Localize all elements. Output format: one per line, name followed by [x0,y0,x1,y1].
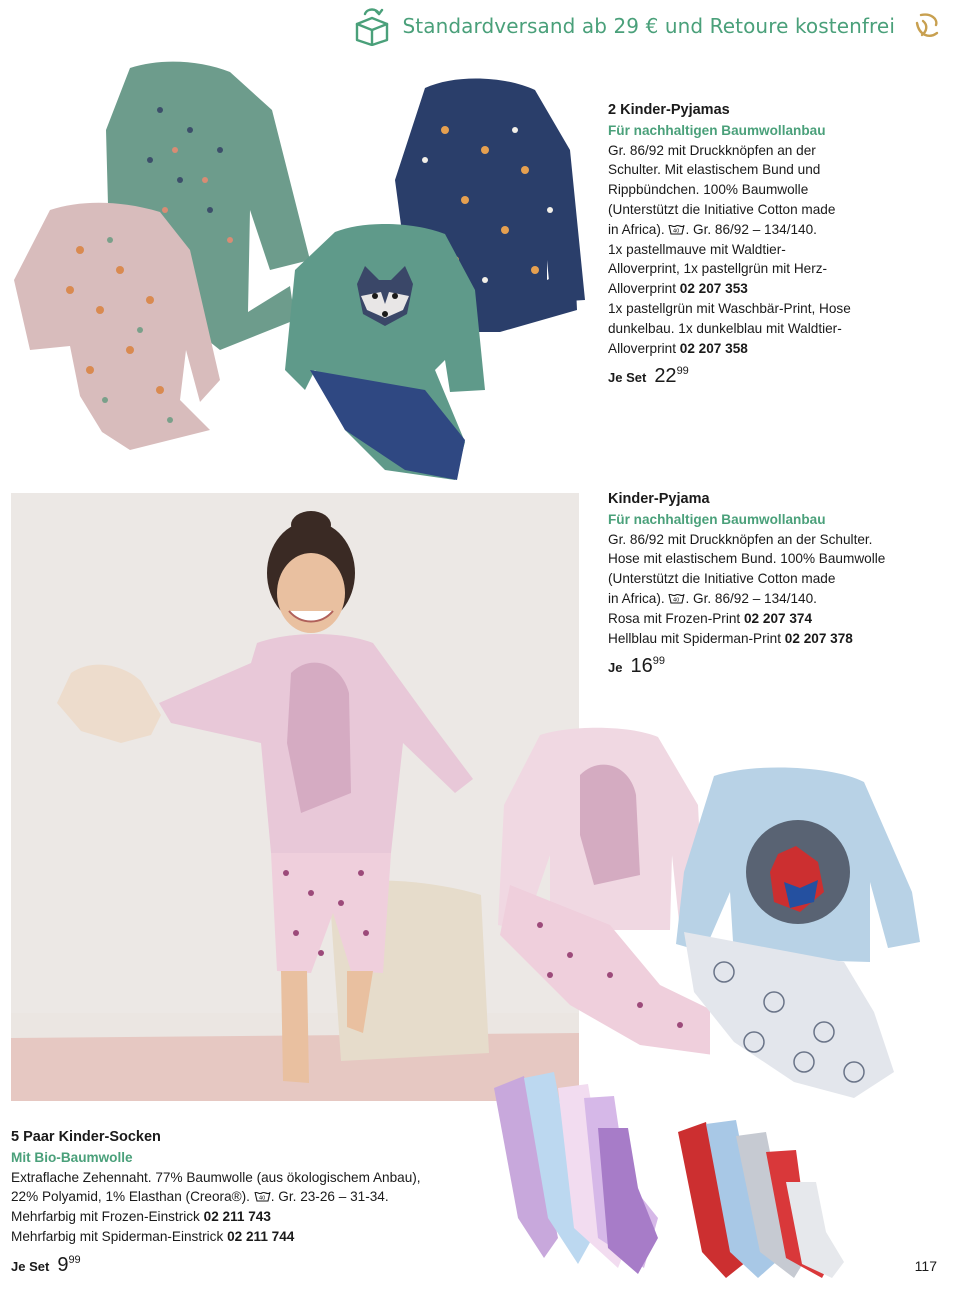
article-number: 02 211 743 [203,1209,271,1225]
description-line: Gr. 86/92 mit Druckknöpfen an der [608,142,816,158]
price [608,652,928,678]
price-label: Je Set [608,370,647,386]
svg-text:40: 40 [258,1195,266,1202]
price [608,362,908,388]
product-subtitle: Mit Bio-Baumwolle [11,1149,133,1165]
variant-line: Mehrfarbig mit Spiderman-Einstrick 02 211 744 [11,1228,295,1244]
variant-line: Alloverprint 02 207 358 [608,340,748,356]
description-line: Extraflache Zehennaht. 77% Baumwolle (aus ökologischem Anbau), [11,1169,421,1185]
description-line: Schulter. Mit elastischem Bund und [608,162,821,178]
svg-text:40: 40 [673,597,680,604]
product-title: Kinder-Pyjama [608,491,710,507]
description-line: (Unterstützt die Initiative Cotton made [608,571,836,587]
article-number: 02 211 744 [227,1228,295,1244]
pyjama-set-forest-animals-photo [10,50,310,460]
price-label: Je Set [11,1258,50,1274]
price-value: $16^{99}$ [630,655,665,678]
pyjama-set-raccoon-navy-photo [285,70,585,485]
article-number: 02 207 353 [679,281,748,297]
variant-line: Mehrfarbig mit Frozen-Einstrick 02 211 743 [11,1209,271,1225]
description-line: Rippbündchen. 100% Baumwolle [608,182,809,198]
variant-line: Hellblau mit Spiderman-Print 02 207 378 [608,630,853,646]
description-line: 22% Polyamid, 1% Elasthan (Creora®). 40 . Gr. 23-26 – 31-34. [11,1189,389,1205]
svg-text:40: 40 [673,228,680,235]
description-line: Hose mit elastischem Bund. 100% Baumwolle [608,551,886,567]
product-kinder-pyjama [608,490,928,678]
product-kinder-socken [11,1128,471,1277]
pyjama-spiderman-blue-photo [674,762,922,1104]
product-title: 5 Paar Kinder-Socken [11,1129,161,1145]
variant-line: Alloverprint, 1x pastellgrün mit Herz- [608,261,828,277]
page-number: 117 [914,1258,937,1274]
article-number: 02 207 374 [743,610,813,626]
product-subtitle: Für nachhaltigen Baumwollanbau [608,122,826,138]
shipping-banner-text: Standardversand ab 29 € und Retoure kostenfrei [402,14,895,38]
wash-40-icon [668,592,685,604]
product-title: 2 Kinder-Pyjamas [608,102,730,118]
price-value: $22^{99}$ [654,365,689,388]
package-return-icon [351,6,393,46]
price [11,1251,471,1277]
product-subtitle: Für nachhaltigen Baumwollanbau [608,511,826,527]
product-kinder-pyjamas-set [608,101,908,388]
description-line: (Unterstützt die Initiative Cotton made [608,201,836,217]
price-label: Je [608,660,623,676]
article-number: 02 207 358 [679,340,748,356]
coffee-bean-logo [913,11,941,41]
variant-line: dunkelbau. 1x dunkelblau mit Waldtier- [608,320,842,336]
wash-40-icon [668,223,685,235]
article-number: 02 207 378 [784,630,853,646]
description-line: in Africa). 40 . Gr. 86/92 – 134/140. [608,221,817,237]
description-line: Gr. 86/92 mit Druckknöpfen an der Schulter. [608,531,873,547]
variant-line: 1x pastellgrün mit Waschbär-Print, Hose [608,300,851,316]
socks-spiderman-photo [676,1112,846,1278]
wash-40-icon [254,1190,271,1202]
variant-line: Alloverprint 02 207 353 [608,281,748,297]
variant-line: Rosa mit Frozen-Print 02 207 374 [608,610,813,626]
price-value: $9^{99}$ [57,1253,81,1276]
description-line: in Africa). 40 . Gr. 86/92 – 134/140. [608,590,817,606]
variant-line: 1x pastellmauve mit Waldtier- [608,241,786,257]
shipping-banner [351,4,942,48]
socks-frozen-photo [488,1068,663,1278]
